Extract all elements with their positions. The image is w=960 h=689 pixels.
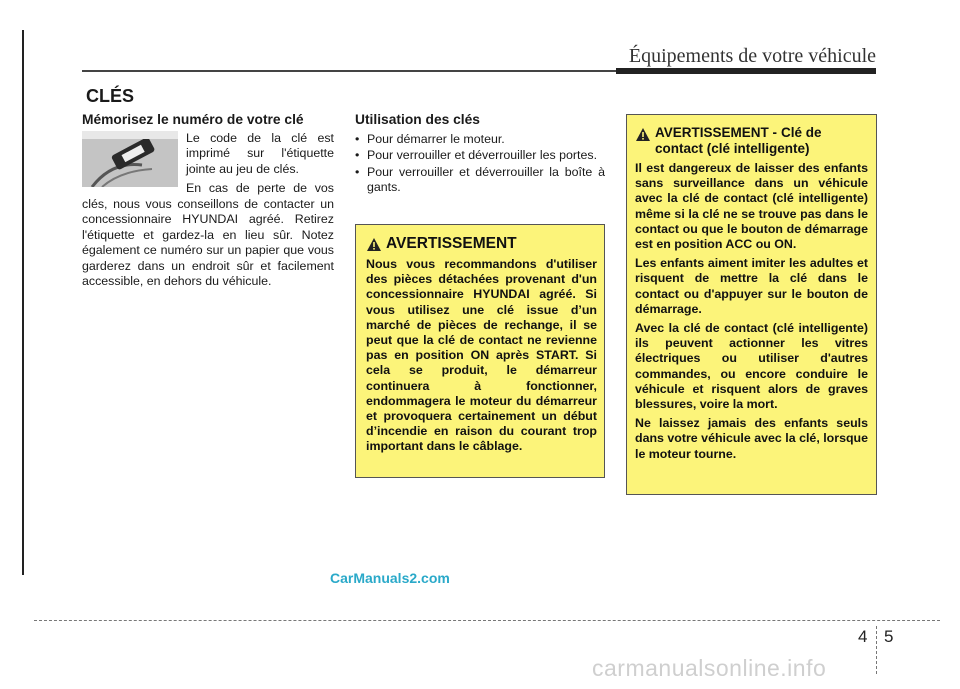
page-number-separator [876,626,877,674]
site-watermark: CarManuals2.com [330,570,450,586]
memorize-paragraph-1: Le code de la clé est imprimé sur l'étiquette jointe au jeu de clés. [186,130,334,176]
section-title: CLÉS [86,86,135,106]
warning-triangle-icon [635,127,651,142]
footer-watermark: carmanualsonline.info [592,655,827,681]
warning-paragraph-2: Les enfants aiment imiter les adultes et risquent de mettre la clé dans le contact ou d'appuyer sur le bouton de démarrage. [635,256,868,316]
warning-paragraph-4: Ne laissez jamais des enfants seuls dans votre véhicule avec la clé, lorsque le moteur tourne. [635,416,868,461]
header-accent-bar [616,68,876,74]
memorize-heading: Mémorisez le numéro de votre clé [82,112,304,127]
warning-paragraph-3: Avec la clé de contact (clé intelligente) ils peuvent actionner les vitres électriques ou utiliser d'autres commandes, ou encore conduire le véhicule et risquent alors de graves blessures, voire la mort. [635,321,868,412]
left-margin-rule [22,30,24,575]
key-tag-illustration [82,131,178,187]
usage-item: • Pour démarrer le moteur. [355,132,605,148]
warning-triangle-icon [366,237,382,252]
warning-title-sub: Clé de contact (clé intelligente) [655,125,822,156]
usage-item: • Pour verrouiller et déverrouiller la boîte à gants. [355,165,605,196]
chapter-title: Équipements de votre véhicule [628,45,876,67]
memorize-paragraph-2: En cas de perte de vos clés, nous vous conseillons de contacter un concessionnaire HYUNDAI agréé. Retirez l'étiquette et gardez-la en lieu sûr. Notez également ce numéro sur un papier que vous garderez dans un endroit sûr et facilement accessible, en dehors du véhicule. [82,181,334,288]
warning-box-children [626,114,877,495]
warning-text: Nous vous recommandons d'utiliser des pièces détachées provenant d'un concessionnaire HYUNDAI agréé. Si vous utilisez une clé issue d’un marché de pièces de rechange, il se peut que la clé de contact ne revienne pas en position ON après START. Si cela se produit, le démarreur continuera à fonctionner, endommagera le moteur du démarreur et provoquera certainement un début d’incendie en raison du courant trop important dans le câblage. [366,257,597,454]
usage-list [355,132,605,196]
footer-rule [34,620,940,621]
warning-title-main: AVERTISSEMENT - [655,125,778,140]
warning-title [655,125,868,157]
page-number: 5 [884,627,894,646]
warning-box-parts [355,224,605,478]
warning-title: AVERTISSEMENT [386,235,517,252]
usage-item: • Pour verrouiller et déverrouiller les portes. [355,148,605,164]
usage-heading: Utilisation des clés [355,112,480,127]
key-tag-photo [82,131,178,187]
chapter-number: 4 [858,627,868,646]
warning-paragraph-1: Il est dangereux de laisser des enfants sans surveillance dans un véhicule avec la clé de contact (clé intelligente) même si la clé ne se trouve pas dans le contact ou que le bouton de démarrage est en position ACC ou ON. [635,161,868,252]
memorize-key-section [82,112,334,294]
key-usage-section [355,112,605,197]
